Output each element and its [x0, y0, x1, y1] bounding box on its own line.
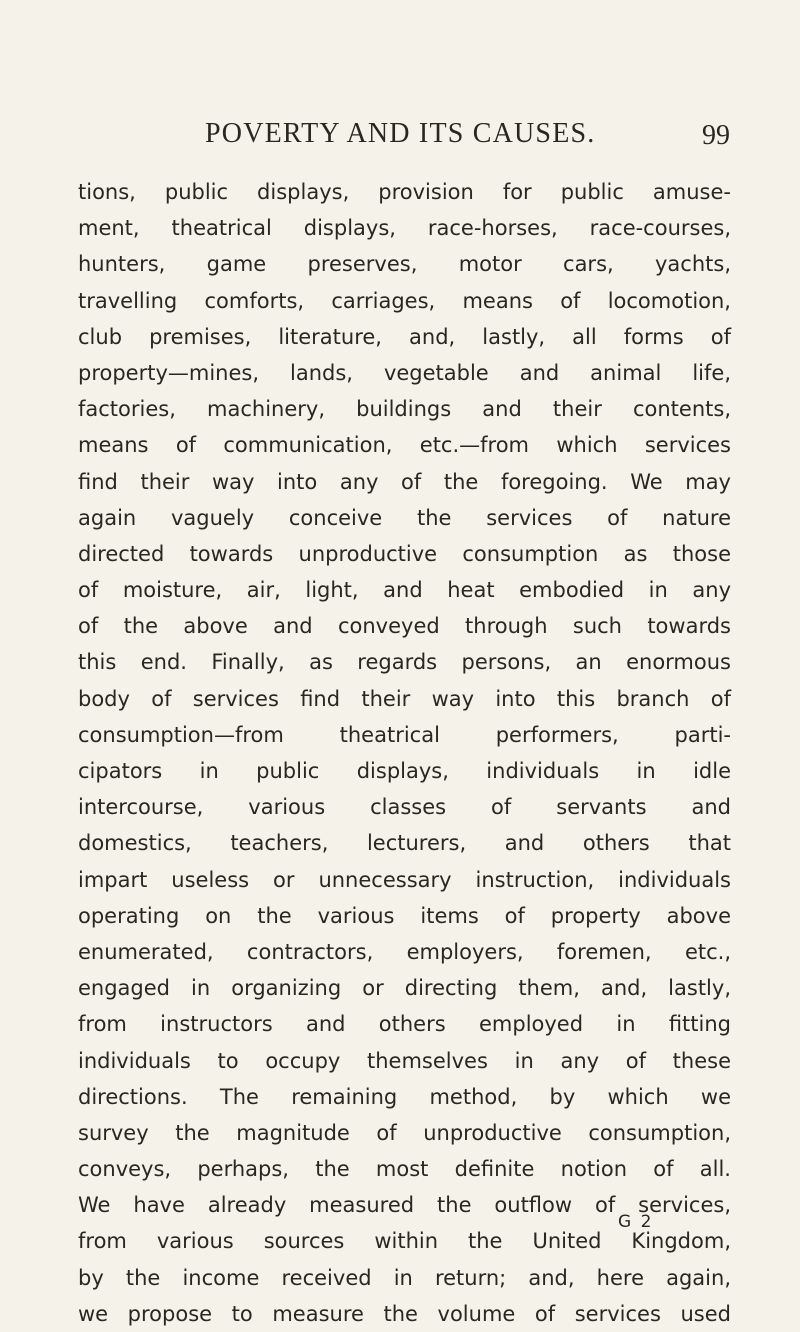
text-line: body of services find their way into this branch of — [78, 686, 731, 711]
text-line: directions. The remaining method, by which we — [78, 1084, 731, 1109]
body-text — [78, 174, 731, 1332]
text-line: property—mines, lands, vegetable and animal life, — [78, 360, 731, 385]
page-number: 99 — [702, 120, 730, 151]
text-line: conveys, perhaps, the most definite notion of all. — [78, 1157, 731, 1182]
text-line: We have already measured the outflow of services, — [78, 1193, 731, 1218]
text-line: again vaguely conceive the services of nature — [78, 505, 731, 530]
text-line: directed towards unproductive consumption as those — [78, 541, 731, 566]
text-line: of the above and conveyed through such towards — [78, 614, 731, 639]
text-line: from instructors and others employed in fitting — [78, 1012, 731, 1037]
text-line: tions, public displays, provision for public amuse- — [78, 180, 731, 204]
text-line: from various sources within the United Kingdom, — [78, 1229, 731, 1254]
text-line: find their way into any of the foregoing. We may — [78, 469, 731, 494]
text-line: engaged in organizing or directing them, and, lastly, — [78, 976, 731, 1001]
text-line: impart useless or unnecessary instruction, individuals — [78, 867, 731, 892]
text-line: domestics, teachers, lecturers, and others that — [78, 831, 731, 856]
text-line: operating on the various items of property above — [78, 903, 731, 928]
text-line: club premises, literature, and, lastly, all forms of — [78, 324, 731, 349]
text-line: travelling comforts, carriages, means of locomotion, — [78, 288, 731, 313]
text-line: by the income received in return; and, here again, — [78, 1265, 731, 1290]
running-head — [100, 118, 730, 158]
text-line: of moisture, air, light, and heat embodied in any — [78, 578, 731, 603]
text-line: this end. Finally, as regards persons, an enormous — [78, 650, 731, 675]
text-line: individuals to occupy themselves in any of these — [78, 1048, 731, 1073]
signature-mark: G 2 — [618, 1212, 654, 1232]
text-line: means of communication, etc.—from which services — [78, 433, 731, 458]
text-line: factories, machinery, buildings and their contents, — [78, 397, 731, 422]
text-line: cipators in public displays, individuals in idle — [78, 759, 731, 783]
text-line: consumption—from theatrical performers, parti- — [78, 722, 731, 747]
text-line: ment, theatrical displays, race-horses, race-courses, — [78, 216, 731, 241]
text-line: intercourse, various classes of servants and — [78, 795, 731, 820]
text-line: we propose to measure the volume of services used — [78, 1301, 731, 1326]
text-line: hunters, game preserves, motor cars, yachts, — [78, 252, 731, 277]
text-line: enumerated, contractors, employers, foremen, etc., — [78, 939, 731, 964]
running-title: POVERTY AND ITS CAUSES. — [205, 118, 596, 149]
text-line: survey the magnitude of unproductive consumption, — [78, 1120, 731, 1145]
